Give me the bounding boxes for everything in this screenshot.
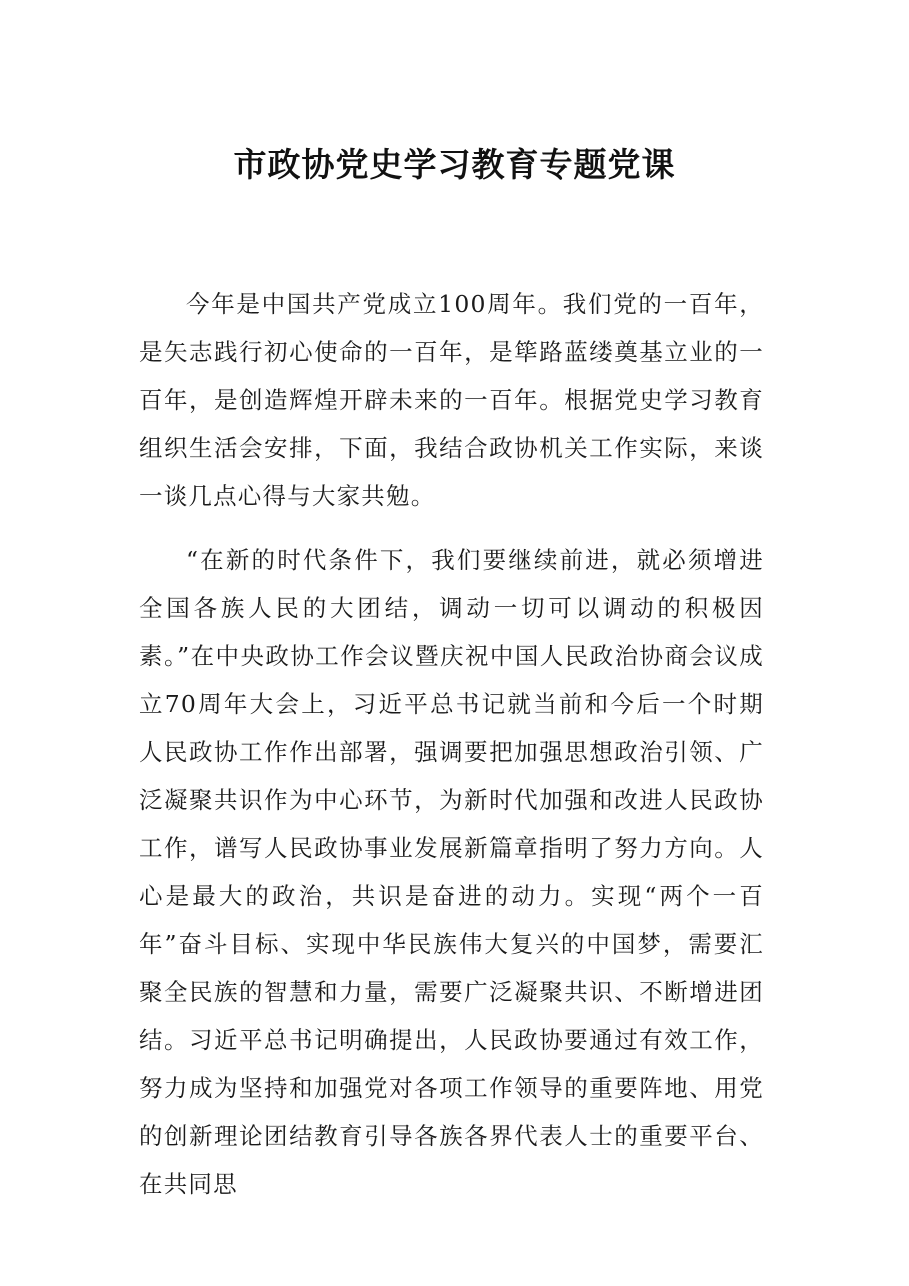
paragraph-intro: 今年是中国共产党成立100周年。我们党的一百年，是矢志践行初心使命的一百年，是筚路蓝缕奠基立业的一百年，是创造辉煌开辟未来的一百年。根据党史学习教育组织生活会安排，下面，我结合政协机关工作实际，来谈一谈几点心得与大家共勉。 — [139, 290, 764, 510]
document-body — [139, 280, 764, 1224]
document-title: 市政协党史学习教育专题党课 — [233, 145, 676, 184]
paragraph-quote: “在新的时代条件下，我们要继续前进，就必须增进全国各族人民的大团结，调动一切可以调动的积极因素。”在中央政协工作会议暨庆祝中国人民政治协商会议成立70周年大会上，习近平总书记就当前和今后一个时期人民政协工作作出部署，强调要把加强思想政治引领、广泛凝聚共识作为中心环节，为新时代加强和改进人民政协工作，谱写人民政协事业发展新篇章指明了努力方向。人心是最大的政治，共识是奋进的动力。实现“两个一百年”奋斗目标、实现中华民族伟大复兴的中国梦，需要汇聚全民族的智慧和力量，需要广泛凝聚共识、不断增进团结。习近平总书记明确提出，人民政协要通过有效工作，努力成为坚持和加强党对各项工作领导的重要阵地、用党的创新理论团结教育引导各族各界代表人士的重要平台、在共同思 — [139, 546, 764, 1198]
